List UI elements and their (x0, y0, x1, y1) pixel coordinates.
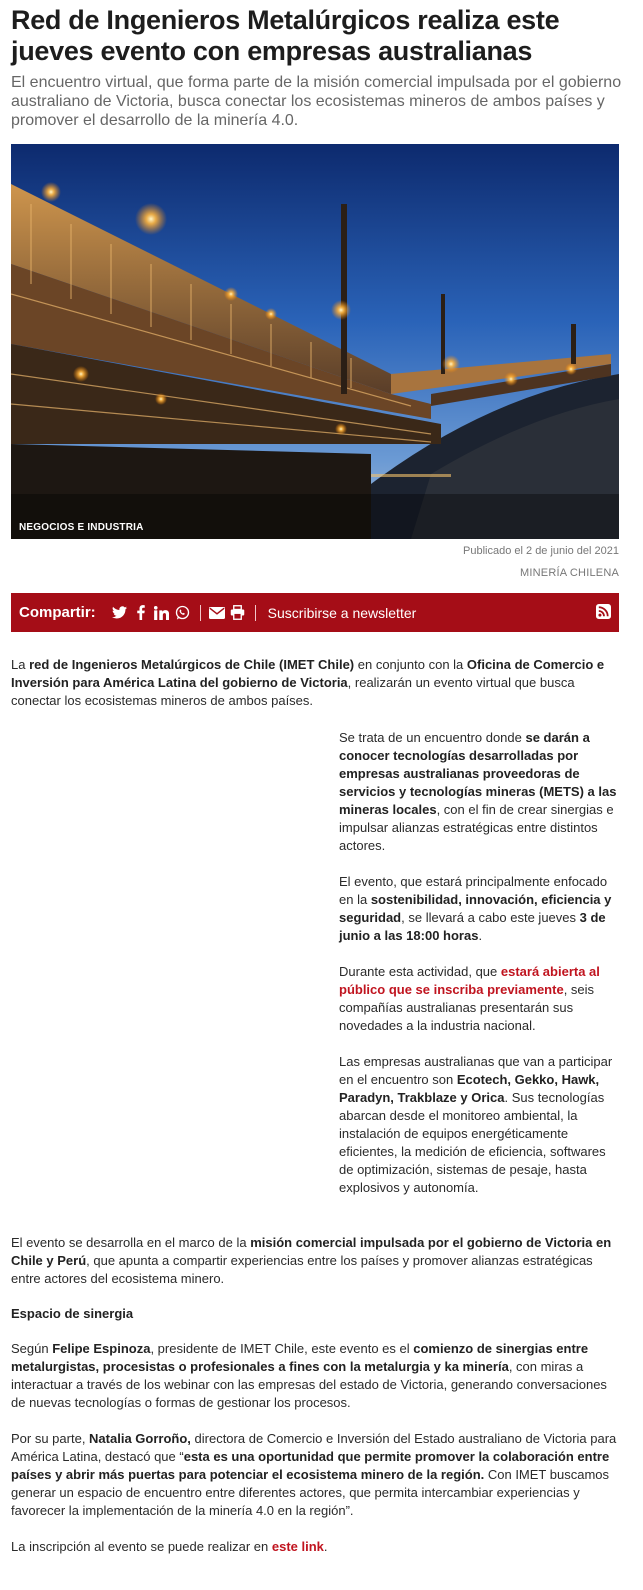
text-bold: misión comercial impulsada por el gobierno de Victoria en Chile y Perú (11, 1235, 612, 1268)
text-bold: Oficina de Comercio e Inversión para América Latina del gobierno de Victoria (11, 657, 605, 690)
text: . Sus tecnologías abarcan desde el monitoreo ambiental, la instalación de equipos energéticamente eficientes, la medición de eficiencia, softwares de optimización, sistemas de pesaje, hasta explosivos y autonomía. (339, 1090, 606, 1195)
text-bold: 3 de junio a las 18:00 horas (339, 910, 606, 943)
linkedin-icon[interactable] (152, 603, 172, 623)
source-label: MINERÍA CHILENA (520, 567, 619, 579)
text: Las empresas australianas que van a participar en el encuentro son (339, 1054, 613, 1087)
text: Con IMET buscamos generar un espacio de encuentro entre diferentes actores, que permita intercambiar experiencias y favorecer la implementación de la minería 4.0 en la región”. (11, 1467, 610, 1518)
newsletter-link[interactable]: Suscribirse a newsletter (267, 604, 417, 621)
text: El evento, que estará principalmente enfocado en la (339, 874, 608, 907)
paragraph-evento (339, 873, 619, 945)
text: . (478, 928, 483, 943)
text: Durante esta actividad, que (339, 964, 501, 979)
text: , se llevará a cabo este jueves (401, 910, 580, 925)
share-label: Compartir: (19, 604, 96, 621)
share-bar (11, 593, 619, 632)
text: El evento se desarrolla en el marco de la (11, 1235, 251, 1250)
text-bold: Ecotech, Gekko, Hawk, Paradyn, Trakblaze y Orica (339, 1072, 600, 1105)
text-bold: comienzo de sinergias entre metalurgistas, procesistas o profesionales a fines con la metalurgia y ka minería (11, 1341, 589, 1374)
text: , con el fin de crear sinergias e impulsar alianzas estratégicas entre distintos actores. (339, 802, 614, 853)
text-bold: red de Ingenieros Metalúrgicos de Chile (IMET Chile) (29, 657, 355, 672)
text-bold: Felipe Espinoza (52, 1341, 151, 1356)
article-dek: El encuentro virtual, que forma parte de la misión comercial impulsada por el gobierno australiano de Victoria, busca conectar los ecosistemas mineros de ambos países y promover el desarrollo de la minería 4.0. (11, 74, 622, 129)
paragraph-inscripcion (11, 1538, 621, 1556)
text-bold: sostenibilidad, innovación, eficiencia y seguridad (339, 892, 612, 925)
paragraph-intro (11, 656, 621, 710)
paragraph-gorrono (11, 1430, 621, 1520)
registration-link[interactable]: este link (271, 1539, 324, 1554)
text-bold: se darán a conocer tecnologías desarrolladas por empresas australianas proveedoras de servicios y tecnologías mineras (METS) a las mineras locales (339, 730, 617, 817)
text: Se trata de un encuentro donde (339, 730, 526, 745)
share-divider (255, 605, 256, 621)
section-subhead: Espacio de sinergia (11, 1306, 134, 1321)
text-bold: esta es una oportunidad que permite promover la colaboración entre países y abrir más puertas para potenciar el ecosistema minero de la región. (11, 1449, 610, 1482)
paragraph-espinoza (11, 1340, 621, 1412)
facebook-icon[interactable] (131, 603, 151, 623)
text: , presidente de IMET Chile, este evento es el (150, 1341, 414, 1356)
paragraph-actividad (339, 963, 619, 1035)
article-headline: Red de Ingenieros Metalúrgicos realiza este jueves evento con empresas australianas (11, 5, 560, 66)
text: en conjunto con la (354, 657, 467, 672)
whatsapp-icon[interactable] (173, 603, 193, 623)
publish-date: Publicado el 2 de junio del 2021 (463, 545, 619, 557)
paragraph-encuentro (339, 729, 619, 855)
mining-conveyor-photo (11, 144, 619, 539)
text: Según (11, 1341, 53, 1356)
text: directora de Comercio e Inversión del Estado australiano de Victoria para América Latina, destacó que “ (11, 1431, 617, 1464)
category-label[interactable]: NEGOCIOS E INDUSTRIA (19, 522, 144, 533)
print-icon[interactable] (228, 603, 248, 623)
text: La (11, 657, 30, 672)
paragraph-mision (11, 1234, 621, 1288)
text: . (323, 1539, 328, 1554)
text: , que apunta a compartir experiencias entre los países y promover alianzas estratégicas entre actores del ecosistema minero. (11, 1253, 593, 1286)
hero-image[interactable] (11, 144, 619, 539)
email-icon[interactable] (207, 603, 227, 623)
text: , realizarán un evento virtual que busca conectar los ecosistemas mineros de ambos países. (11, 675, 575, 708)
right-column (339, 729, 619, 1215)
text: Por su parte, (11, 1431, 90, 1446)
text-highlight: estará abierta al público que se inscriba previamente (339, 964, 600, 997)
text: , con miras a interactuar a través de los webinar con las empresas del estado de Victoria, generando conversaciones de nuevas tecnologías o formas de gestionar los procesos. (11, 1359, 607, 1410)
rss-icon[interactable] (596, 604, 611, 619)
share-divider (200, 605, 201, 621)
paragraph-empresas (339, 1053, 619, 1197)
text: , seis compañías australianas presentarán sus novedades a la industria nacional. (339, 982, 595, 1033)
text: La inscripción al evento se puede realizar en (11, 1539, 272, 1554)
twitter-icon[interactable] (110, 603, 130, 623)
text-bold: Natalia Gorroño, (89, 1431, 191, 1446)
